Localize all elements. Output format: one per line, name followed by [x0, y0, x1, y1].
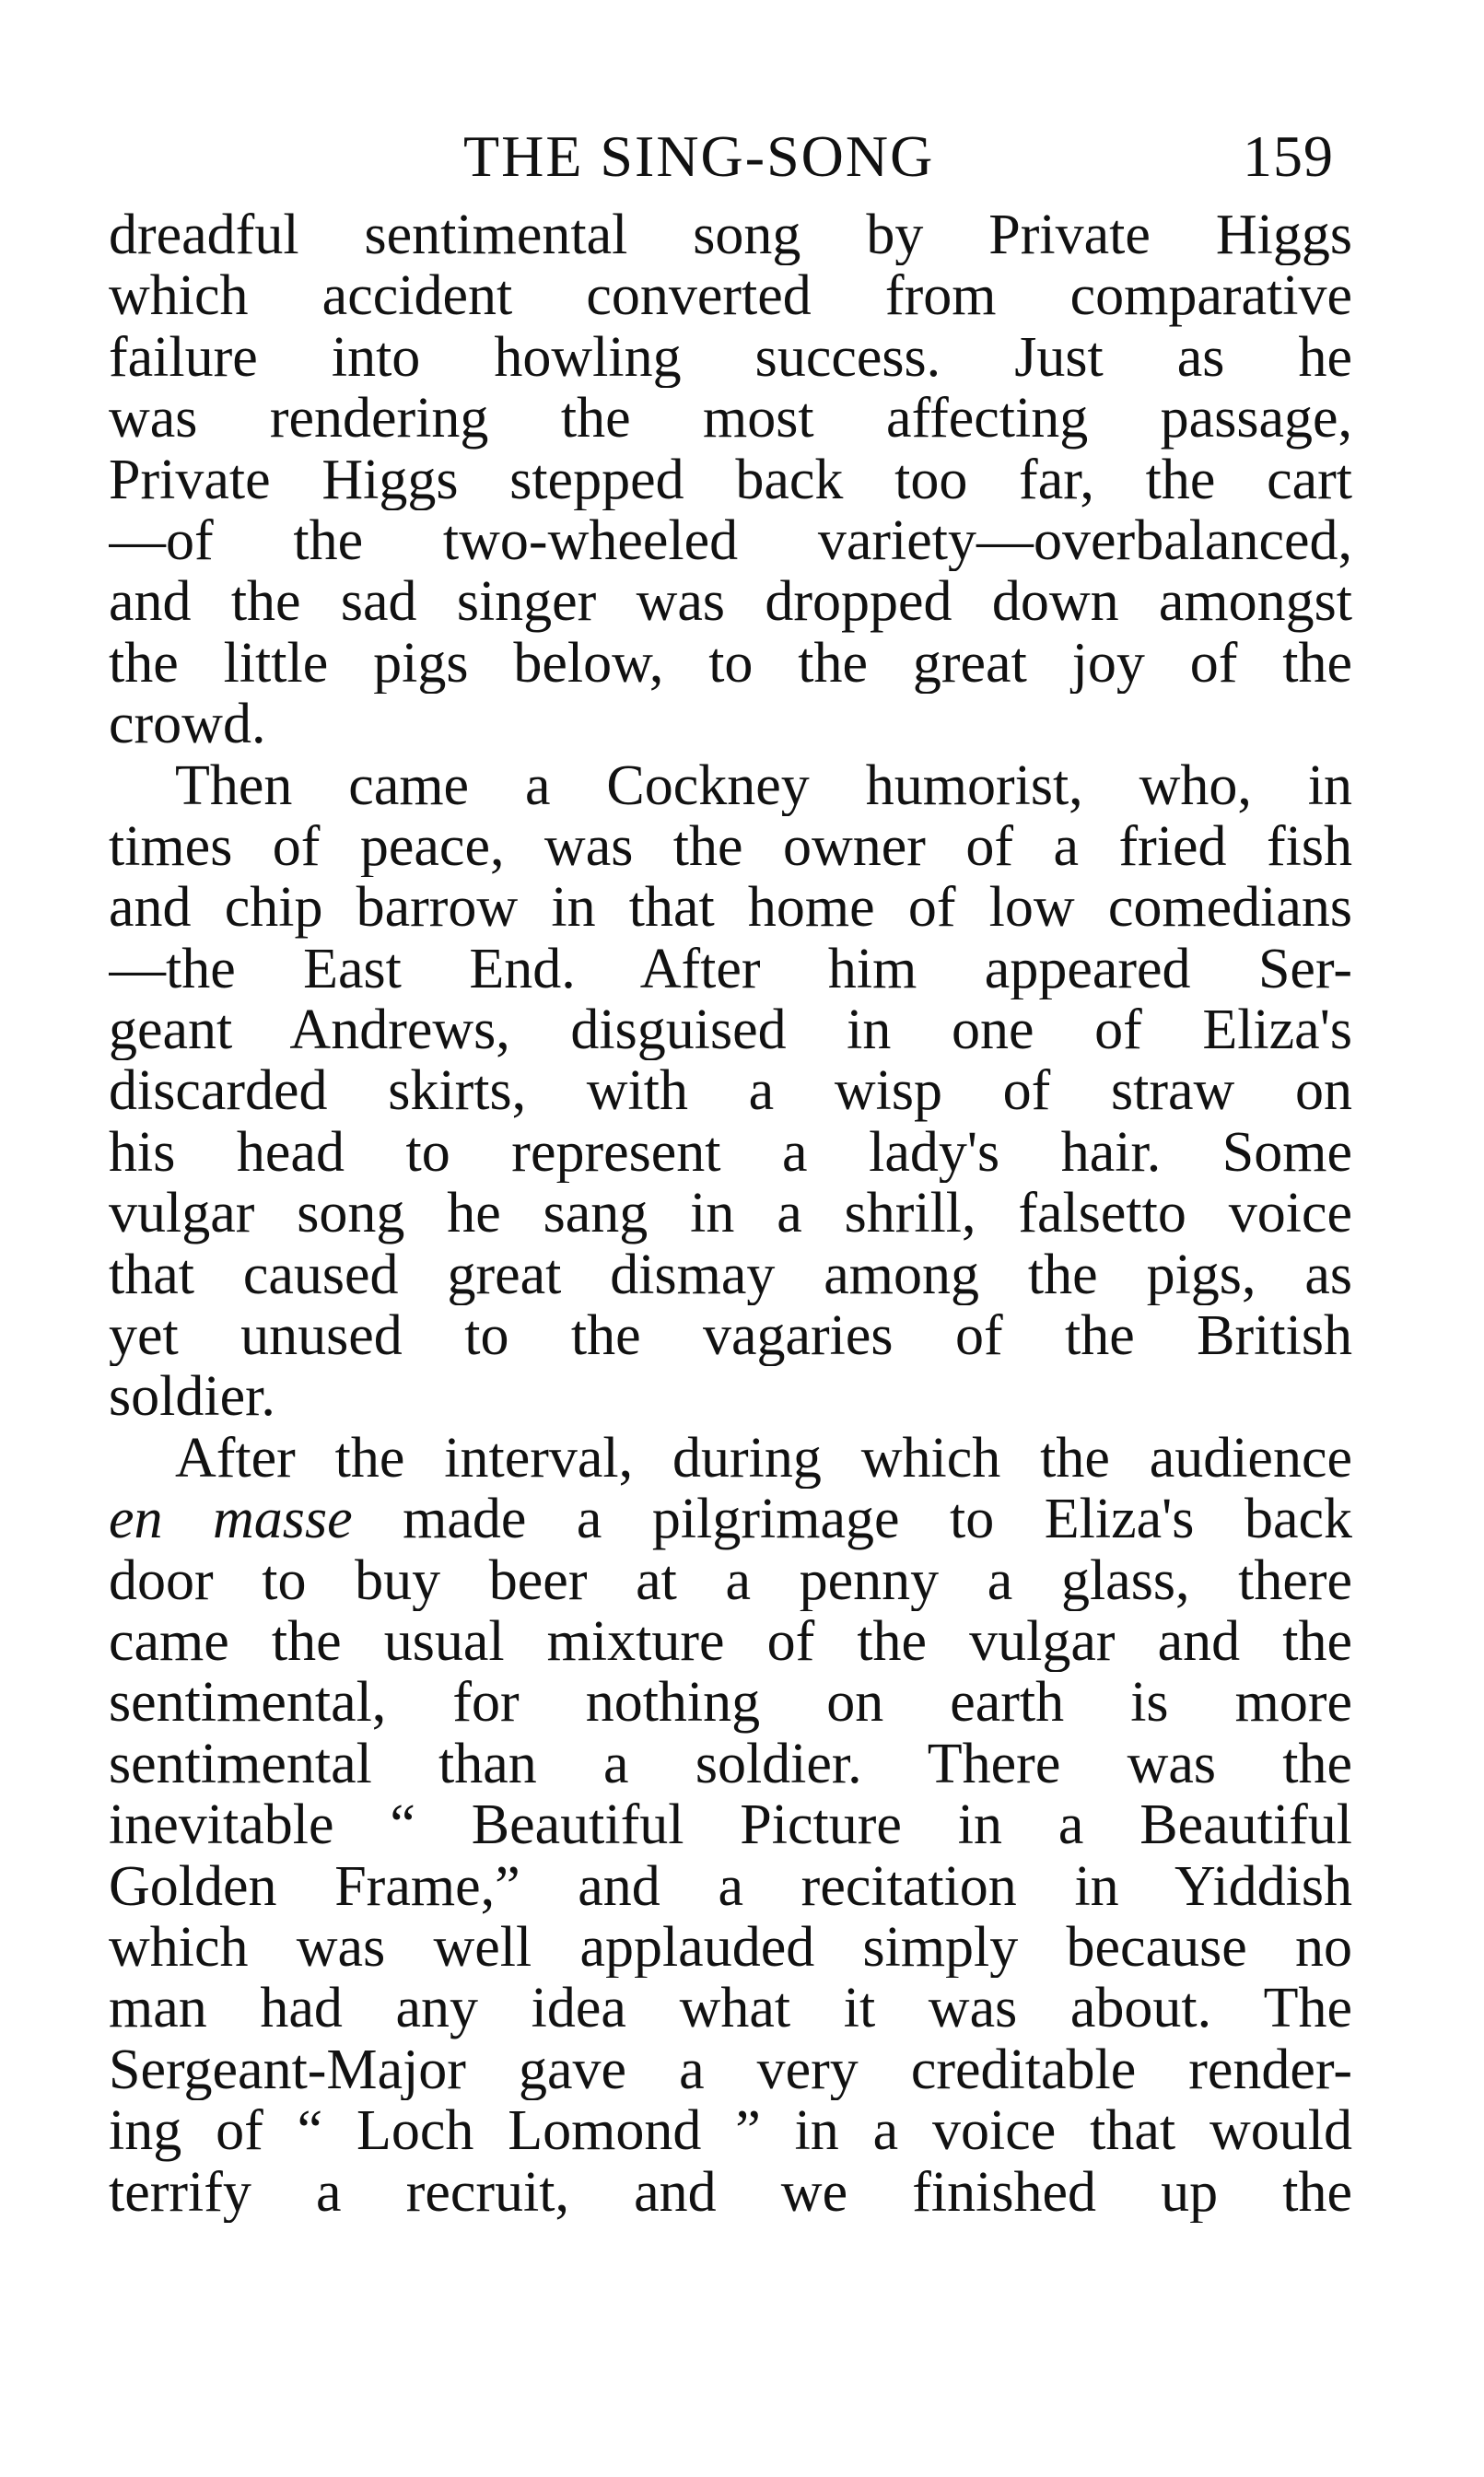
text-line: Golden Frame,” and a recitation in Yiddish [109, 1855, 1352, 1917]
text-line: crowd. [109, 694, 266, 755]
page-number: 159 [1243, 123, 1334, 189]
text-line: geant Andrews, disguised in one of Eliza's [109, 999, 1352, 1061]
text-line: door to buy beer at a penny a glass, there [109, 1549, 1352, 1611]
text-line: which was well applauded simply because no [109, 1916, 1352, 1979]
text-line: sentimental, for nothing on earth is more [109, 1672, 1352, 1734]
text-line: which accident converted from comparative [109, 265, 1352, 327]
text-line: Sergeant-Major gave a very creditable render- [109, 2039, 1352, 2101]
book-page [109, 120, 1352, 2223]
running-head [109, 120, 1352, 193]
running-title: THE SING-SONG [463, 123, 935, 189]
text-line: that caused great dismay among the pigs, as [109, 1244, 1352, 1306]
text-line: inevitable “ Beautiful Picture in a Beautiful [109, 1794, 1352, 1856]
text-line: Private Higgs stepped back too far, the cart [109, 449, 1352, 510]
text-line: —of the two-wheeled variety—overbalanced, [109, 509, 1352, 572]
text-line: yet unused to the vagaries of the British [109, 1305, 1352, 1367]
line-text: made a pilgrimage to Eliza's back [352, 1489, 1352, 1550]
text-line: —the East End. After him appeared Ser- [109, 938, 1352, 1000]
text-line: vulgar song he sang in a shrill, falsetto voice [109, 1183, 1352, 1244]
text-line: sentimental than a soldier. There was the [109, 1733, 1352, 1795]
text-line: his head to represent a lady's hair. Some [109, 1121, 1352, 1184]
text-line: and the sad singer was dropped down amongst [109, 571, 1352, 633]
text-line [109, 1489, 1352, 1549]
body-text [109, 204, 1352, 2223]
text-line: After the interval, during which the audience [175, 1427, 1352, 1490]
text-line: was rendering the most affecting passage, [109, 388, 1352, 450]
text-line: man had any idea what it was about. The [109, 1978, 1352, 2039]
text-line: came the usual mixture of the vulgar and the [109, 1610, 1352, 1673]
text-line: the little pigs below, to the great joy of the [109, 632, 1352, 695]
text-line: Then came a Cockney humorist, who, in [175, 754, 1352, 816]
text-line: terrify a recruit, and we finished up the [109, 2161, 1352, 2223]
text-line: discarded skirts, with a wisp of straw on [109, 1060, 1352, 1122]
text-line: soldier. [109, 1366, 275, 1428]
italic-phrase: en masse [109, 1489, 353, 1550]
text-line: ing of “ Loch Lomond ” in a voice that would [109, 2100, 1352, 2162]
text-line: and chip barrow in that home of low comedians [109, 877, 1352, 939]
text-line: dreadful sentimental song by Private Higgs [109, 204, 1352, 266]
text-line: times of peace, was the owner of a fried fish [109, 815, 1352, 878]
text-line: failure into howling success. Just as he [109, 326, 1352, 389]
